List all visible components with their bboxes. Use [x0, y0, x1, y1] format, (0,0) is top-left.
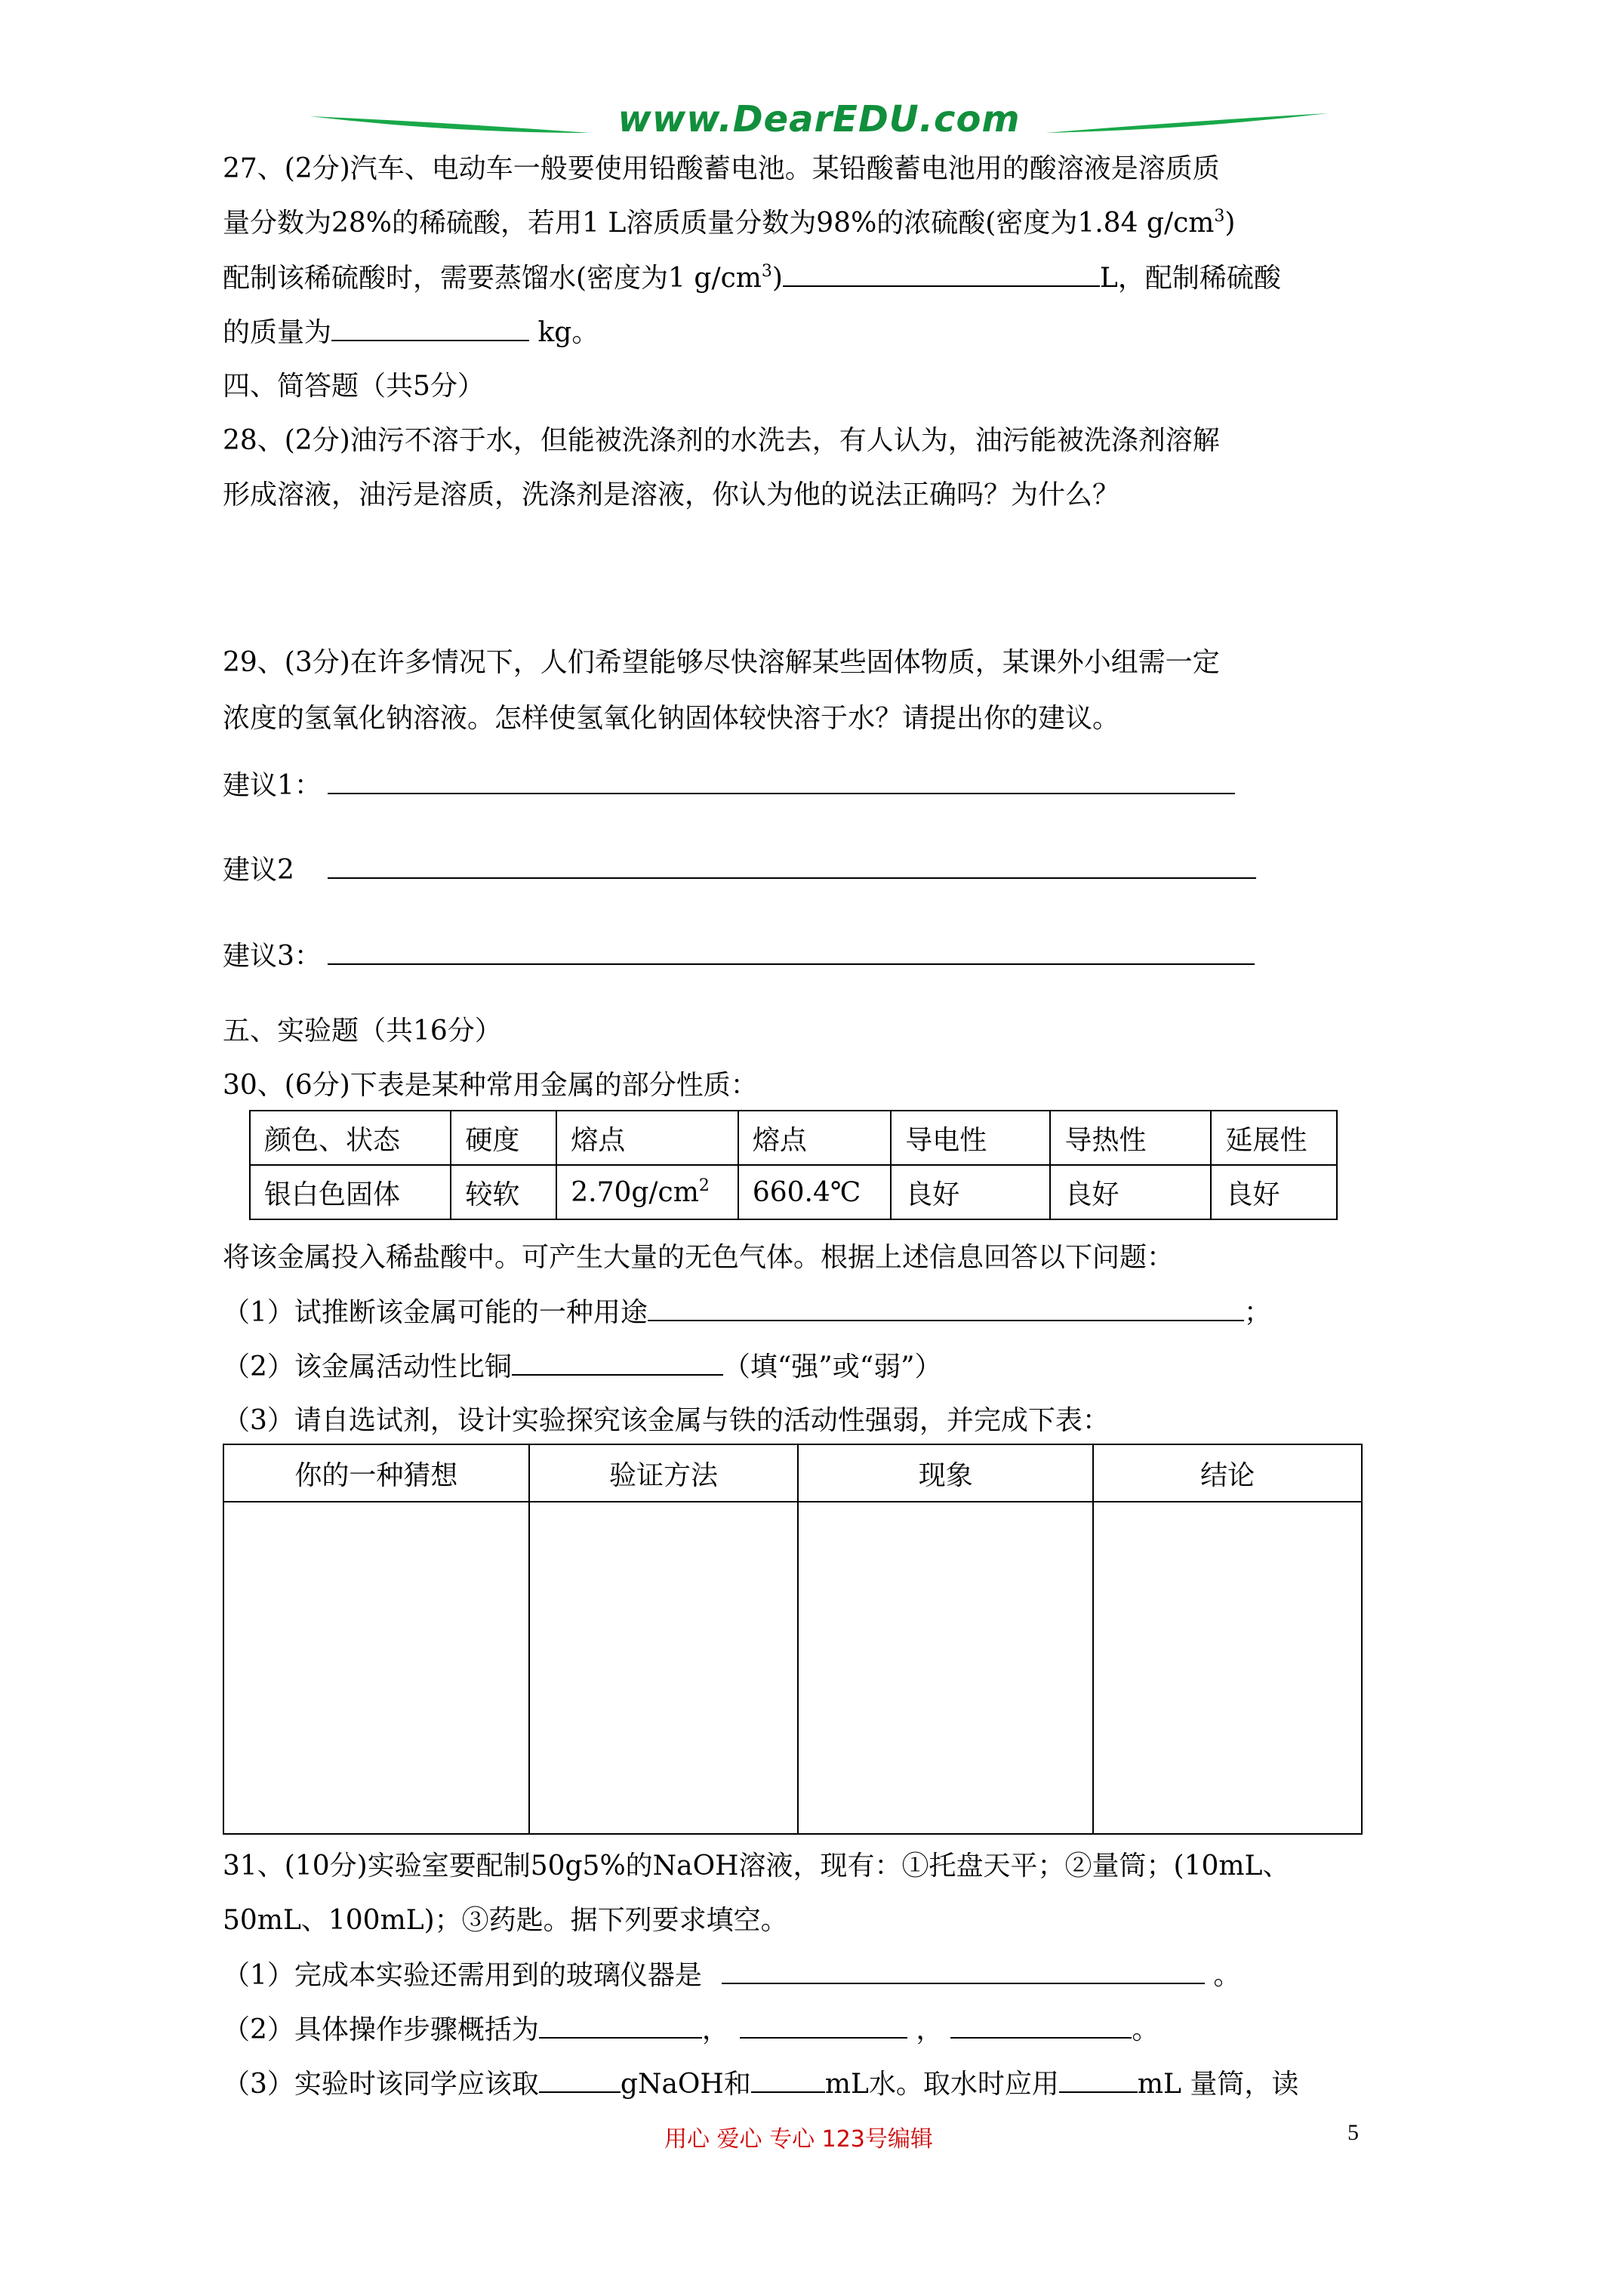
section-5-heading: 五、实验题（共16分） [223, 1015, 502, 1046]
table-row [250, 1165, 1337, 1219]
answer-blank[interactable] [331, 313, 529, 341]
answer-blank[interactable] [328, 936, 1255, 965]
answer-blank[interactable] [751, 2064, 825, 2093]
answer-blank[interactable] [783, 258, 1100, 287]
table-row [223, 1444, 1362, 1502]
table-header-cell: 硬度 [451, 1111, 556, 1165]
answer-cell[interactable] [1093, 1502, 1362, 1834]
footer-note: 用心 爱心 专心 123号编辑 [664, 2126, 933, 2153]
table-header-cell: 熔点 [556, 1111, 738, 1165]
metal-properties-table [249, 1110, 1338, 1220]
q28-line1: 28、(2分)油污不溶于水，但能被洗涤剂的水洗去，有人认为，油污能被洗涤剂溶解 [223, 425, 1220, 456]
experiment-table [223, 1444, 1363, 1835]
table-cell: 银白色固体 [250, 1165, 451, 1219]
table-cell: 良好 [1050, 1165, 1211, 1219]
section-4-heading: 四、简答题（共5分） [223, 371, 485, 402]
page-number: 5 [1347, 2120, 1359, 2145]
table-cell: $2.70g/cm^2$ [556, 1165, 738, 1219]
q30-after-table: 将该金属投入稀盐酸中。可产生大量的无色气体。根据上述信息回答以下问题： [223, 1242, 1175, 1273]
answer-cell[interactable] [223, 1502, 529, 1834]
table-header-cell: 导热性 [1050, 1111, 1211, 1165]
answer-blank[interactable] [328, 766, 1235, 794]
q27-line2: 量分数为28%的稀硫酸，若用1 L溶质质量分数为98%的浓硫酸(密度为1.84 $g/cm^3$) [223, 207, 1236, 239]
table-cell: 660.4℃ [738, 1165, 891, 1219]
suggestion-1: 建议1： [223, 766, 1235, 806]
answer-cell[interactable] [798, 1502, 1093, 1834]
answer-blank[interactable] [722, 1955, 1205, 1984]
header-site-logo[interactable]: www.DearEDU.com [617, 98, 1021, 140]
q30-part3: （3）请自选试剂，设计实验探究该金属与铁的活动性强弱，并完成下表： [223, 1405, 1110, 1436]
answer-cell[interactable] [529, 1502, 798, 1834]
table-header-cell: 熔点 [738, 1111, 891, 1165]
q29-line2: 浓度的氢氧化钠溶液。怎样使氢氧化钠固体较快溶于水？请提出你的建议。 [223, 703, 1120, 734]
q31-part3: （3）实验时该同学应该取 gNaOH和 mL水。取水时应用 mL 量筒，读 [223, 2064, 1298, 2104]
table-cell: 较软 [451, 1165, 556, 1219]
table-header-cell: 你的一种猜想 [223, 1444, 529, 1502]
q31-part1: （1）完成本实验还需用到的玻璃仪器是 。 [223, 1955, 1240, 1996]
q31-line2: 50mL、100mL)；③药匙。据下列要求填空。 [223, 1905, 788, 1936]
answer-blank[interactable] [539, 2010, 702, 2039]
table-cell: 良好 [891, 1165, 1050, 1219]
table-cell: 良好 [1211, 1165, 1337, 1219]
q27-line4: 的质量为 kg。 [223, 313, 599, 353]
answer-blank[interactable] [539, 2064, 621, 2093]
answer-blank[interactable] [950, 2010, 1132, 2039]
table-row [250, 1111, 1337, 1165]
answer-blank[interactable] [328, 850, 1256, 879]
suggestion-2: 建议2 [223, 850, 1256, 890]
q31-line1: 31、(10分)实验室要配制50g5%的NaOH溶液，现有：①托盘天平；②量筒；(10mL、 [223, 1851, 1290, 1881]
table-header-cell: 验证方法 [529, 1444, 798, 1502]
answer-blank[interactable] [648, 1293, 1244, 1321]
table-header-cell: 现象 [798, 1444, 1093, 1502]
q31-part2: （2）具体操作步骤概括为 ， ， 。 [223, 2010, 1159, 2050]
table-header-cell: 颜色、状态 [250, 1111, 451, 1165]
q30-part2: （2）该金属活动性比铜 （填“强”或“弱”） [223, 1347, 942, 1387]
table-header-cell: 导电性 [891, 1111, 1050, 1165]
answer-blank[interactable] [740, 2010, 907, 2039]
table-header-cell: 延展性 [1211, 1111, 1337, 1165]
q27-line1: 27、(2分)汽车、电动车一般要使用铅酸蓄电池。某铅酸蓄电池用的酸溶液是溶质质 [223, 153, 1220, 184]
table-header-cell: 结论 [1093, 1444, 1362, 1502]
q29-line1: 29、(3分)在许多情况下，人们希望能够尽快溶解某些固体物质，某课外小组需一定 [223, 647, 1220, 678]
q30-intro: 30、(6分)下表是某种常用金属的部分性质： [223, 1070, 758, 1101]
q28-line2: 形成溶液，油污是溶质，洗涤剂是溶液，你认为他的说法正确吗？为什么？ [223, 479, 1120, 510]
table-row [223, 1502, 1362, 1834]
q27-line3: 配制该稀硫酸时，需要蒸馏水(密度为1 $g/cm^3$) L，配制稀硫酸 [223, 258, 1281, 298]
answer-blank[interactable] [512, 1347, 723, 1376]
suggestion-3: 建议3： [223, 936, 1255, 976]
answer-blank[interactable] [1059, 2064, 1138, 2093]
q30-part1: （1）试推断该金属可能的一种用途 ； [223, 1293, 1271, 1333]
